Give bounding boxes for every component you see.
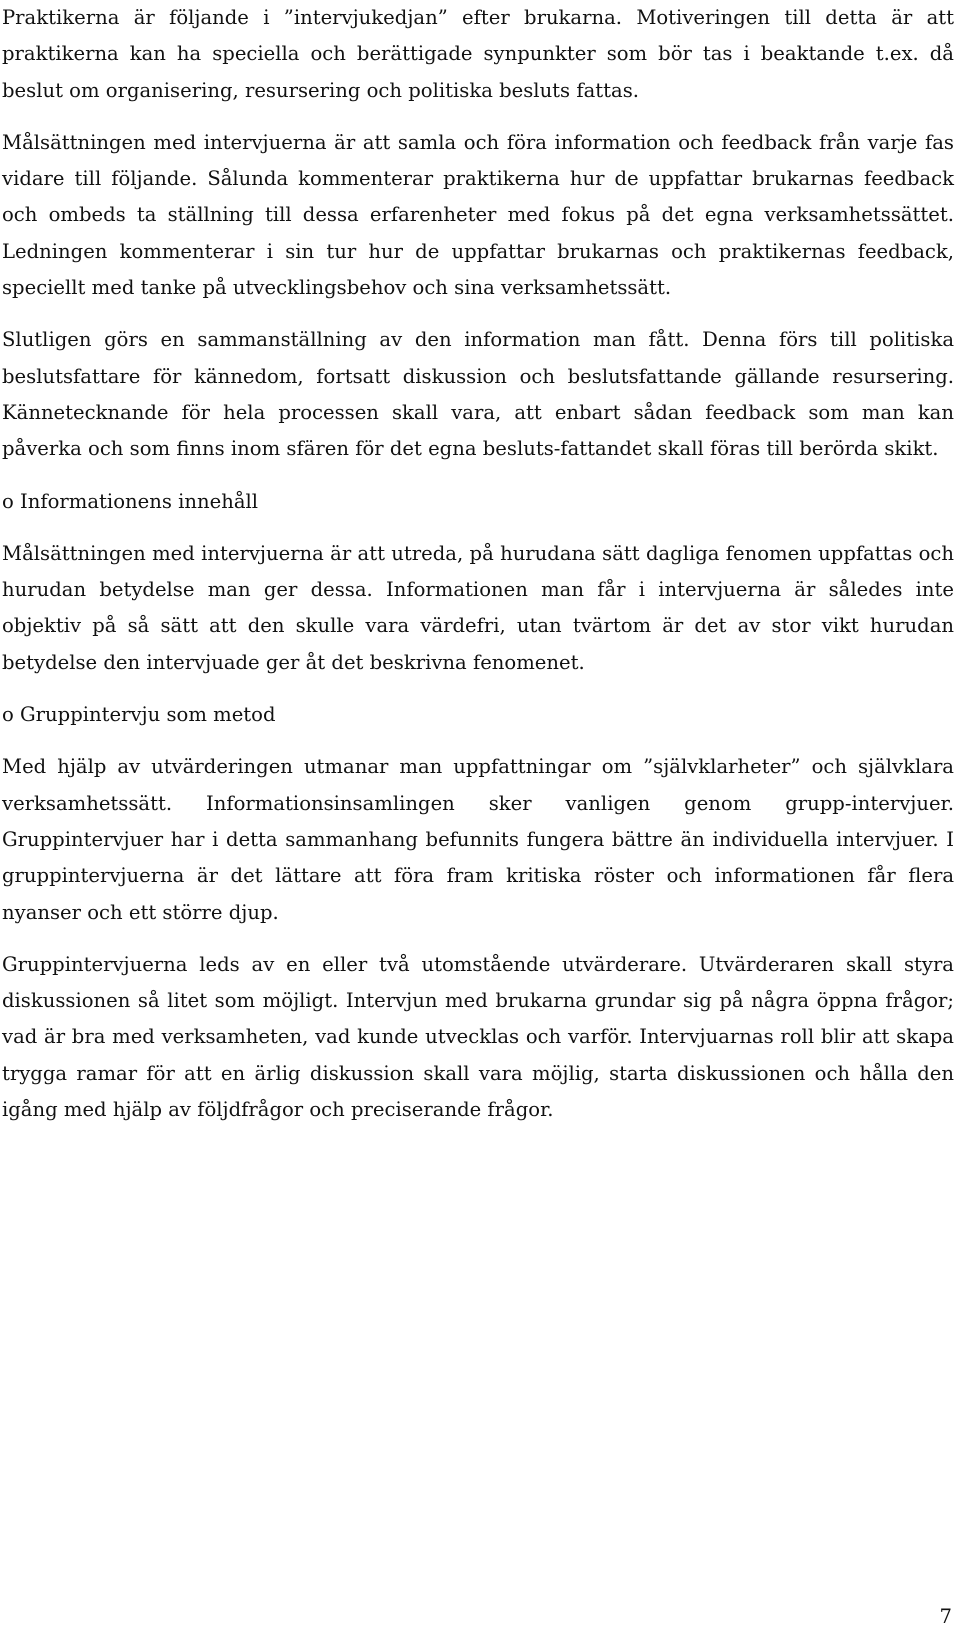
paragraph-sammanstallning: Slutligen görs en sammanställning av den information man fått. Denna förs till politiska beslutsfattare för kännedom, fortsatt diskussion och beslutsfattande gällande resursering. Kännetecknande för hela processen skall vara, att enbart sådan feedback som man kan påverka och som finns inom sfären för det egna besluts-fattandet skall föras till berörda skikt. (2, 328, 954, 461)
document-body (2, 0, 954, 1128)
paragraph-sjalvklarheter: Med hjälp av utvärderingen utmanar man uppfattningar om ”självklarheter” och självklara verksamhetssätt. Informationsinsamlingen sker vanligen genom grupp-intervjuer. Gruppintervjuer har i detta sammanhang befunnits fungera bättre än individuella intervjuer. I gruppintervjuerna är det lättare att föra fram kritiska röster och informationen får flera nyanser och ett större djup. (2, 755, 954, 924)
heading-informationens-innehall: o Informationens innehåll (2, 489, 259, 513)
paragraph-utomstaende-utvarderare: Gruppintervjuerna leds av en eller två utomstående utvärderare. Utvärderaren skall styra diskussionen så litet som möjligt. Intervjun med brukarna grundar sig på några öppna frågor; vad är bra med verksamheten, vad kunde utvecklas och varför. Intervjuarnas roll blir att skapa trygga ramar för att en ärlig diskussion skall vara möjlig, starta diskussionen och hålla den igång med hjälp av följdfrågor och preciserande frågor. (2, 952, 954, 1122)
paragraph-malsattning-feedback: Målsättningen med intervjuerna är att samla och föra information och feedback från varje fas vidare till följande. Sålunda kommenterar praktikerna hur de uppfattar brukarnas feedback och ombeds ta ställning till dessa erfarenheter med fokus på det egna verksamhetssättet. Ledningen kommenterar i sin tur hur de uppfattar brukarnas och praktikernas feedback, speciellt med tanke på utvecklingsbehov och sina verksamhetssätt. (2, 130, 954, 300)
page-number: 7 (939, 1605, 952, 1628)
heading-gruppintervju-som-metod: o Gruppintervju som metod (2, 703, 276, 727)
paragraph-intervjukedjan: Praktikerna är följande i ”intervjukedjan” efter brukarna. Motiveringen till detta är att praktikerna kan ha speciella och berättigade synpunkter som bör tas i beaktande t.ex. då beslut om organisering, resursering och politiska besluts fattas. (2, 6, 954, 102)
paragraph-malsattning-fenomen: Målsättningen med intervjuerna är att utreda, på hurudana sätt dagliga fenomen uppfattas och hurudan betydelse man ger dessa. Informationen man får i intervjuerna är således inte objektiv på så sätt att den skulle vara värdefri, utan tvärtom är det av stor vikt hurudan betydelse den intervjuade ger åt det beskrivna fenomenet. (2, 541, 954, 674)
